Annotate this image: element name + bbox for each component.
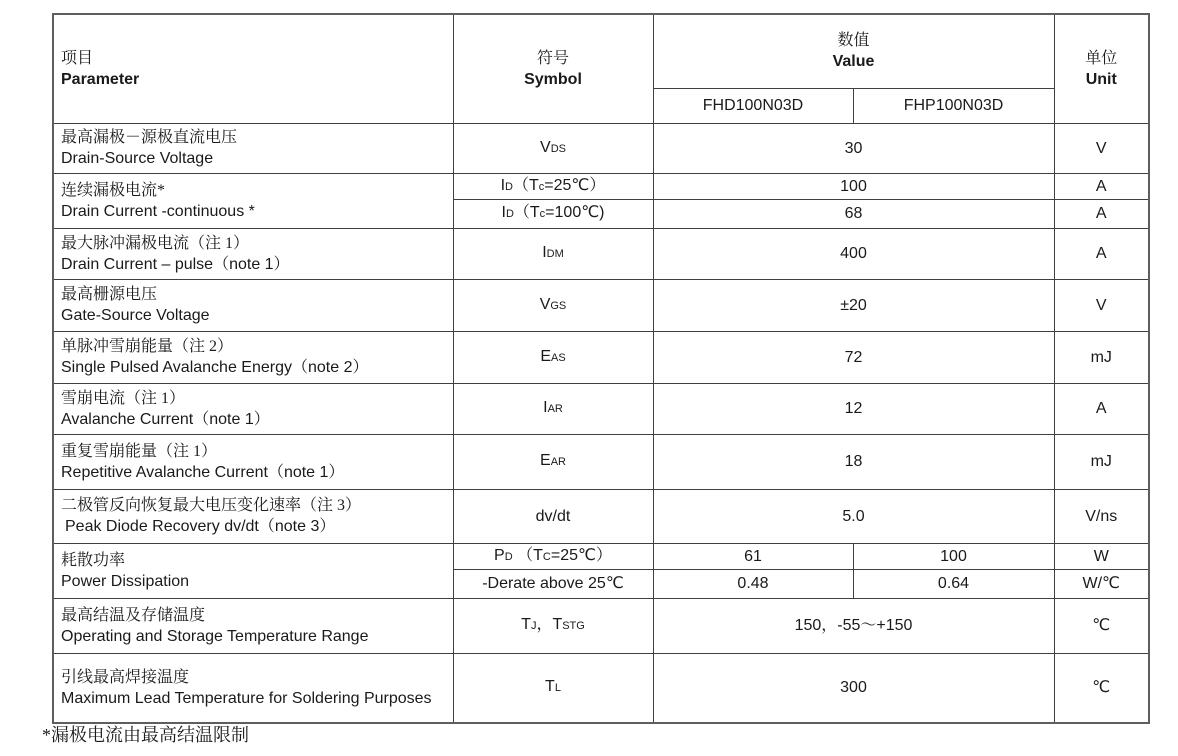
param-en-line: Peak Diode Recovery dv/dt（note 3） [65,518,336,535]
unit-tl: ℃ [1054,653,1149,723]
header-device-fhp100n03d: FHP100N03D [853,88,1054,123]
value-vgs: ±20 [653,279,1054,331]
value-id-tc25: 100 [653,173,1054,199]
absolute-maximum-ratings-table [52,13,1150,724]
value-tj-tstg: 150，-55～+150 [653,598,1054,653]
symbol-idm: IDM [453,228,653,279]
header-symbol-en: Symbol [524,70,582,88]
unit-ear: mJ [1054,434,1149,489]
param-en-line: Power Dissipation [61,572,190,590]
unit-id-tc100: A [1054,199,1149,228]
param-eas [53,331,453,383]
value-vds: 30 [653,123,1054,173]
symbol-pd-tc25: PD （TC=25℃） [453,543,653,569]
symbol-tj-tstg: TJ，TSTG [453,598,653,653]
header-value-en: Value [832,53,875,71]
header-parameter-zh: 项目 [61,49,94,67]
value-derate-fhd: 0.48 [653,569,853,598]
symbol-derate: -Derate above 25℃ [453,569,653,598]
param-en-line: Operating and Storage Temperature Range [61,627,369,645]
value-eas: 72 [653,331,1054,383]
header-unit-zh: 单位 [1085,49,1118,67]
param-tj-tstg [53,598,453,653]
symbol-vgs: VGS [453,279,653,331]
header-symbol [453,14,653,123]
symbol-tl: TL [453,653,653,723]
unit-eas: mJ [1054,331,1149,383]
value-idm: 400 [653,228,1054,279]
value-dvdt: 5.0 [653,489,1054,543]
param-en-line: Drain Current -continuous * [61,202,255,220]
param-en-line: Avalanche Current（note 1） [61,410,270,428]
param-iar [53,383,453,434]
param-en-line: Drain-Source Voltage [61,150,214,167]
param-en-line: Repetitive Avalanche Current（note 1） [61,463,345,481]
unit-iar: A [1054,383,1149,434]
param-tl [53,653,453,723]
unit-pd: W [1054,543,1149,569]
symbol-id-tc25: ID（Tc=25℃） [453,173,653,199]
symbol-ear: EAR [453,434,653,489]
param-zh-line: 二极管反向恢复最大电压变化速率（注 3） [61,497,362,514]
param-zh-line: 耗散功率 [61,551,126,569]
symbol-id-tc100: ID（Tc=100℃) [453,199,653,228]
footnote: *漏极电流由最高结温限制 [42,725,249,745]
symbol-dvdt: dv/dt [453,489,653,543]
param-zh-line: 最高栅源电压 [61,286,158,303]
param-vds [53,123,453,173]
unit-idm: A [1054,228,1149,279]
param-dvdt [53,489,453,543]
param-zh-line: 引线最高焊接温度 [61,668,190,686]
header-parameter [53,14,453,123]
param-zh-line: 重复雪崩能量（注 1） [61,442,218,460]
value-id-tc100: 68 [653,199,1054,228]
header-symbol-zh: 符号 [536,49,569,67]
param-zh-line: 雪崩电流（注 1） [61,389,186,407]
unit-tj-tstg: ℃ [1054,598,1149,653]
param-zh-line: 最高漏极－源极直流电压 [61,129,238,146]
value-iar: 12 [653,383,1054,434]
param-zh-line: 连续漏极电流* [61,181,166,199]
value-pd-fhp: 100 [853,543,1054,569]
symbol-vds: VDS [453,123,653,173]
param-idm [53,228,453,279]
param-en-line: Gate-Source Voltage [61,307,210,324]
param-pd [53,543,453,598]
param-en-line: Single Pulsed Avalanche Energy（note 2） [61,359,369,376]
param-en-line: Maximum Lead Temperature for Soldering Purposes [61,689,432,707]
header-value-zh: 数值 [837,32,870,50]
header-device-fhd100n03d: FHD100N03D [653,88,853,123]
param-ear [53,434,453,489]
header-unit-en: Unit [1085,70,1117,88]
param-id-continuous [53,173,453,228]
param-zh-line: 单脉冲雪崩能量（注 2） [61,338,234,355]
header-value [653,14,1054,88]
unit-vgs: V [1054,279,1149,331]
param-en-line: Drain Current – pulse（note 1） [61,255,290,273]
unit-derate: W/℃ [1054,569,1149,598]
value-pd-fhd: 61 [653,543,853,569]
header-parameter-en: Parameter [61,70,140,88]
param-vgs [53,279,453,331]
param-zh-line: 最高结温及存储温度 [61,606,206,624]
value-ear: 18 [653,434,1054,489]
header-unit [1054,14,1149,123]
unit-dvdt: V/ns [1054,489,1149,543]
symbol-iar: IAR [453,383,653,434]
value-derate-fhp: 0.64 [853,569,1054,598]
unit-id-tc25: A [1054,173,1149,199]
unit-vds: V [1054,123,1149,173]
value-tl: 300 [653,653,1054,723]
param-zh-line: 最大脉冲漏极电流（注 1） [61,234,250,252]
symbol-eas: EAS [453,331,653,383]
